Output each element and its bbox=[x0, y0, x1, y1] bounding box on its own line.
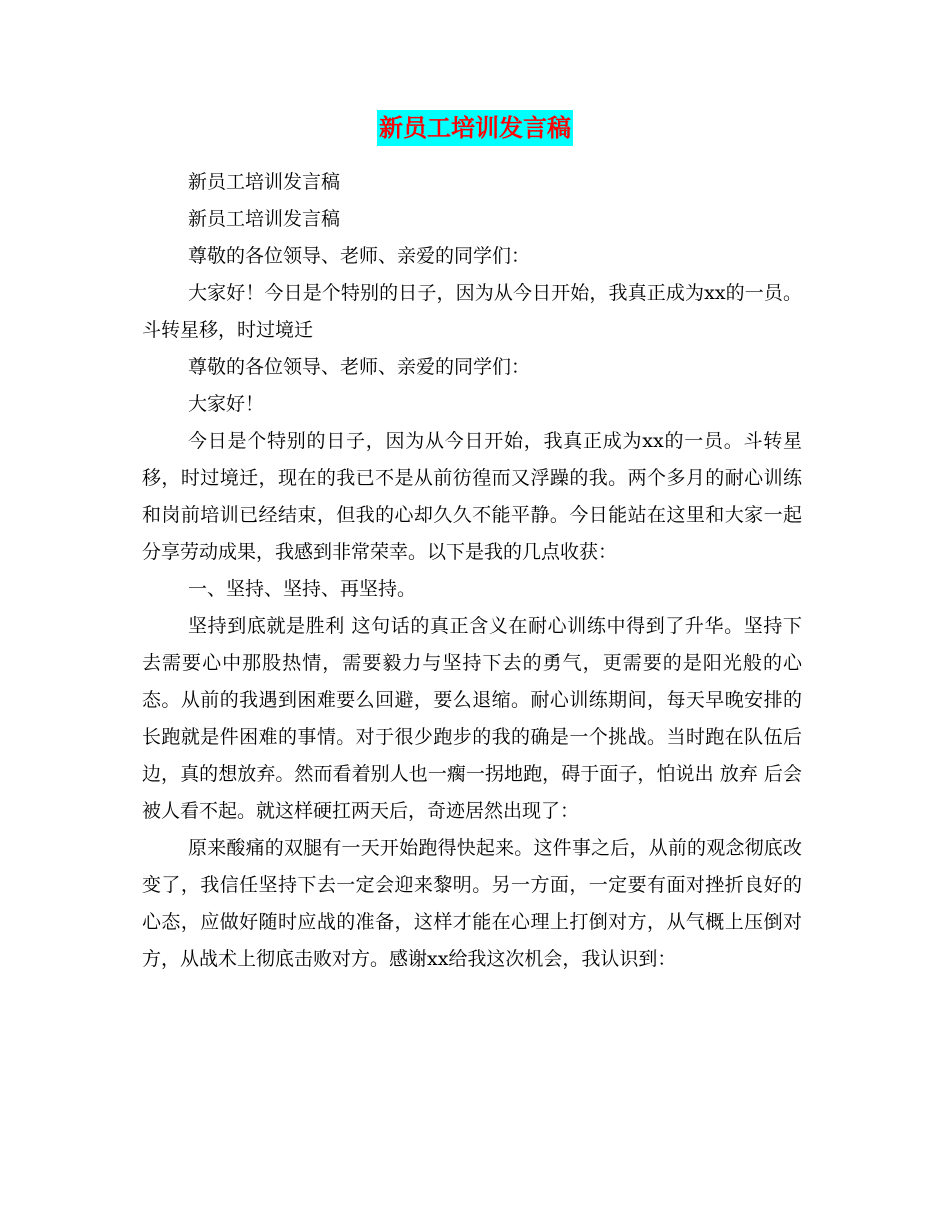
document-title: 新员工培训发言稿 bbox=[377, 110, 573, 146]
paragraph: 原来酸痛的双腿有一天开始跑得快起来。这件事之后，从前的观念彻底改变了，我信任坚持下去一定会迎来黎明。另一方面，一定要有面对挫折良好的心态，应做好随时应战的准备，这样才能在心理上打倒对方，从气概上压倒对方，从战术上彻底击败对方。感谢xx给我这次机会，我认识到： bbox=[142, 837, 802, 970]
paragraph: 大家好！ bbox=[188, 393, 265, 415]
paragraph: 大家好！今日是个特别的日子，因为从今日开始，我真正成为xx的一员。斗转星移，时过境迁 bbox=[142, 282, 802, 341]
paragraph: 一、坚持、坚持、再坚持。 bbox=[188, 578, 417, 600]
paragraph: 尊敬的各位领导、老师、亲爱的同学们： bbox=[188, 245, 531, 267]
document-body bbox=[142, 164, 802, 978]
title-container bbox=[0, 110, 950, 146]
paragraph: 今日是个特别的日子，因为从今日开始，我真正成为xx的一员。斗转星移，时过境迁，现在的我已不是从前彷徨而又浮躁的我。两个多月的耐心训练和岗前培训已经结束，但我的心却久久不能平静。今日能站在这里和大家一起分享劳动成果，我感到非常荣幸。以下是我的几点收获： bbox=[142, 430, 802, 563]
paragraph: 坚持到底就是胜利 这句话的真正含义在耐心训练中得到了升华。坚持下去需要心中那股热情，需要毅力与坚持下去的勇气，更需要的是阳光般的心态。从前的我遇到困难要么回避，要么退缩。耐心训练期间，每天早晚安排的长跑就是件困难的事情。对于很少跑步的我的确是一个挑战。当时跑在队伍后边，真的想放弃。然而看着别人也一瘸一拐地跑，碍于面子，怕说出 放弃 后会被人看不起。就这样硬扛两天后，奇迹居然出现了： bbox=[142, 615, 802, 822]
paragraph: 尊敬的各位领导、老师、亲爱的同学们： bbox=[188, 356, 531, 378]
paragraph: 新员工培训发言稿 bbox=[188, 171, 341, 193]
paragraph: 新员工培训发言稿 bbox=[188, 208, 341, 230]
